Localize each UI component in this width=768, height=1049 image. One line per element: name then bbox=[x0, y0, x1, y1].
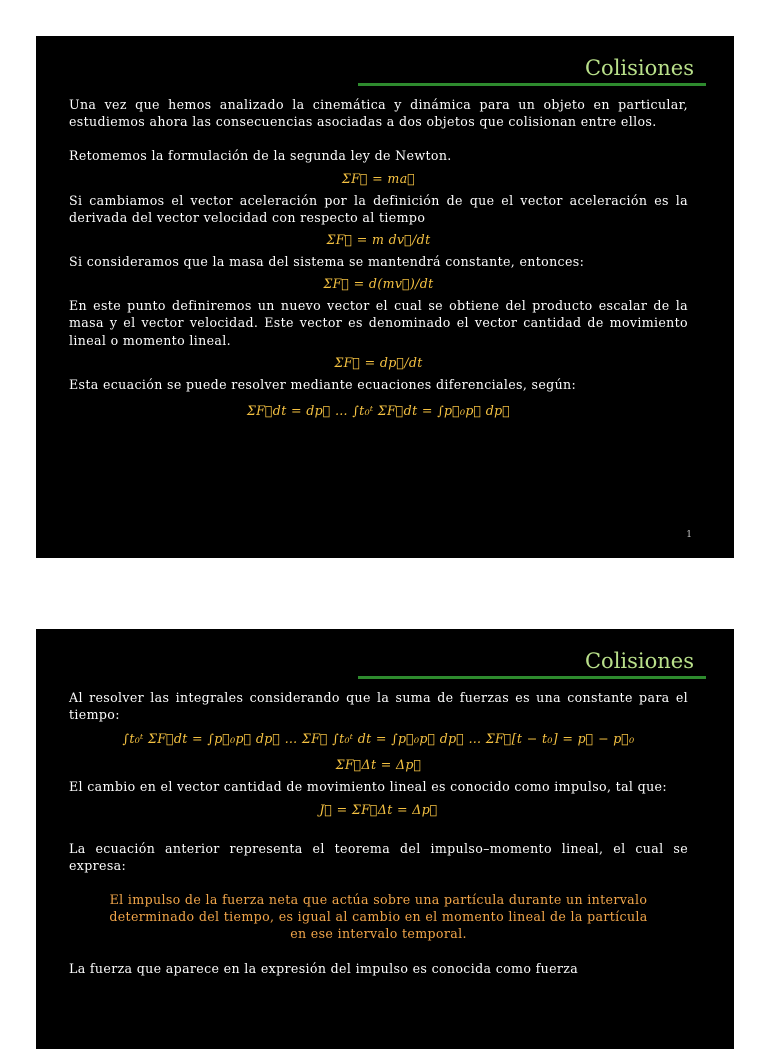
slide-1 bbox=[36, 36, 734, 558]
paragraph: Retomemos la formulación de la segunda ley de Newton. bbox=[69, 148, 452, 164]
title-underline bbox=[358, 83, 706, 86]
equation: ΣF⃗ = dp⃗/dt bbox=[334, 354, 423, 370]
paragraph: La fuerza que aparece en la expresión del impulso es conocida como fuerza bbox=[69, 960, 579, 976]
slide-body bbox=[69, 96, 688, 424]
slide-title: Colisiones bbox=[584, 56, 694, 80]
slide-title: Colisiones bbox=[584, 649, 694, 673]
paragraph: En este punto definiremos un nuevo vector el cual se obtiene del producto escalar de la masa y el vector velocidad. Este vector es denominado el vector cantidad de movimiento lineal o momento lineal. bbox=[69, 298, 688, 348]
paragraph: Una vez que hemos analizado la cinemática y dinámica para un objeto en particular, estudiemos ahora las consecuencias asociadas a dos objetos que colisionan entre ellos. bbox=[69, 97, 688, 130]
paragraph: La ecuación anterior representa el teorema del impulso–momento lineal, el cual se expresa: bbox=[69, 840, 688, 873]
equation: ΣF⃗Δt = Δp⃗ bbox=[335, 757, 422, 773]
page-number: 1 bbox=[686, 530, 692, 540]
paragraph: El cambio en el vector cantidad de movimiento lineal es conocido como impulso, tal que: bbox=[69, 779, 667, 795]
slide-2 bbox=[36, 629, 734, 1049]
paragraph: Si consideramos que la masa del sistema se mantendrá constante, entonces: bbox=[69, 254, 585, 270]
paragraph: Esta ecuación se puede resolver mediante ecuaciones diferenciales, según: bbox=[69, 376, 577, 392]
title-underline bbox=[358, 676, 706, 679]
paragraph: Si cambiamos el vector aceleración por la definición de que el vector aceleración es la derivada del vector velocidad con respecto al tiempo bbox=[69, 192, 688, 225]
paragraph: Al resolver las integrales considerando que la suma de fuerzas es una constante para el tiempo: bbox=[69, 690, 688, 723]
equation: ΣF⃗ = m dv⃗/dt bbox=[326, 232, 431, 248]
equation: ΣF⃗dt = dp⃗ … ∫t₀ᵗ ΣF⃗dt = ∫p⃗₀p⃗ dp⃗ bbox=[246, 403, 511, 419]
equation: ΣF⃗ = ma⃗ bbox=[341, 170, 416, 186]
equation: ∫t₀ᵗ ΣF⃗dt = ∫p⃗₀p⃗ dp⃗ … ΣF⃗ ∫t₀ᵗ dt = ∫p⃗₀p⃗ dp⃗ … ΣF⃗[t − t₀] = p⃗ − p⃗₀ bbox=[122, 731, 635, 747]
equation: J⃗ = ΣF⃗Δt = Δp⃗ bbox=[319, 801, 438, 817]
slide-body bbox=[69, 689, 688, 977]
equation: ΣF⃗ = d(mv⃗)/dt bbox=[323, 276, 434, 292]
theorem-quote: El impulso de la fuerza neta que actúa sobre una partícula durante un intervalo determinado del tiempo, es igual al cambio en el momento lineal de la partícula en ese intervalo temporal. bbox=[109, 892, 648, 942]
